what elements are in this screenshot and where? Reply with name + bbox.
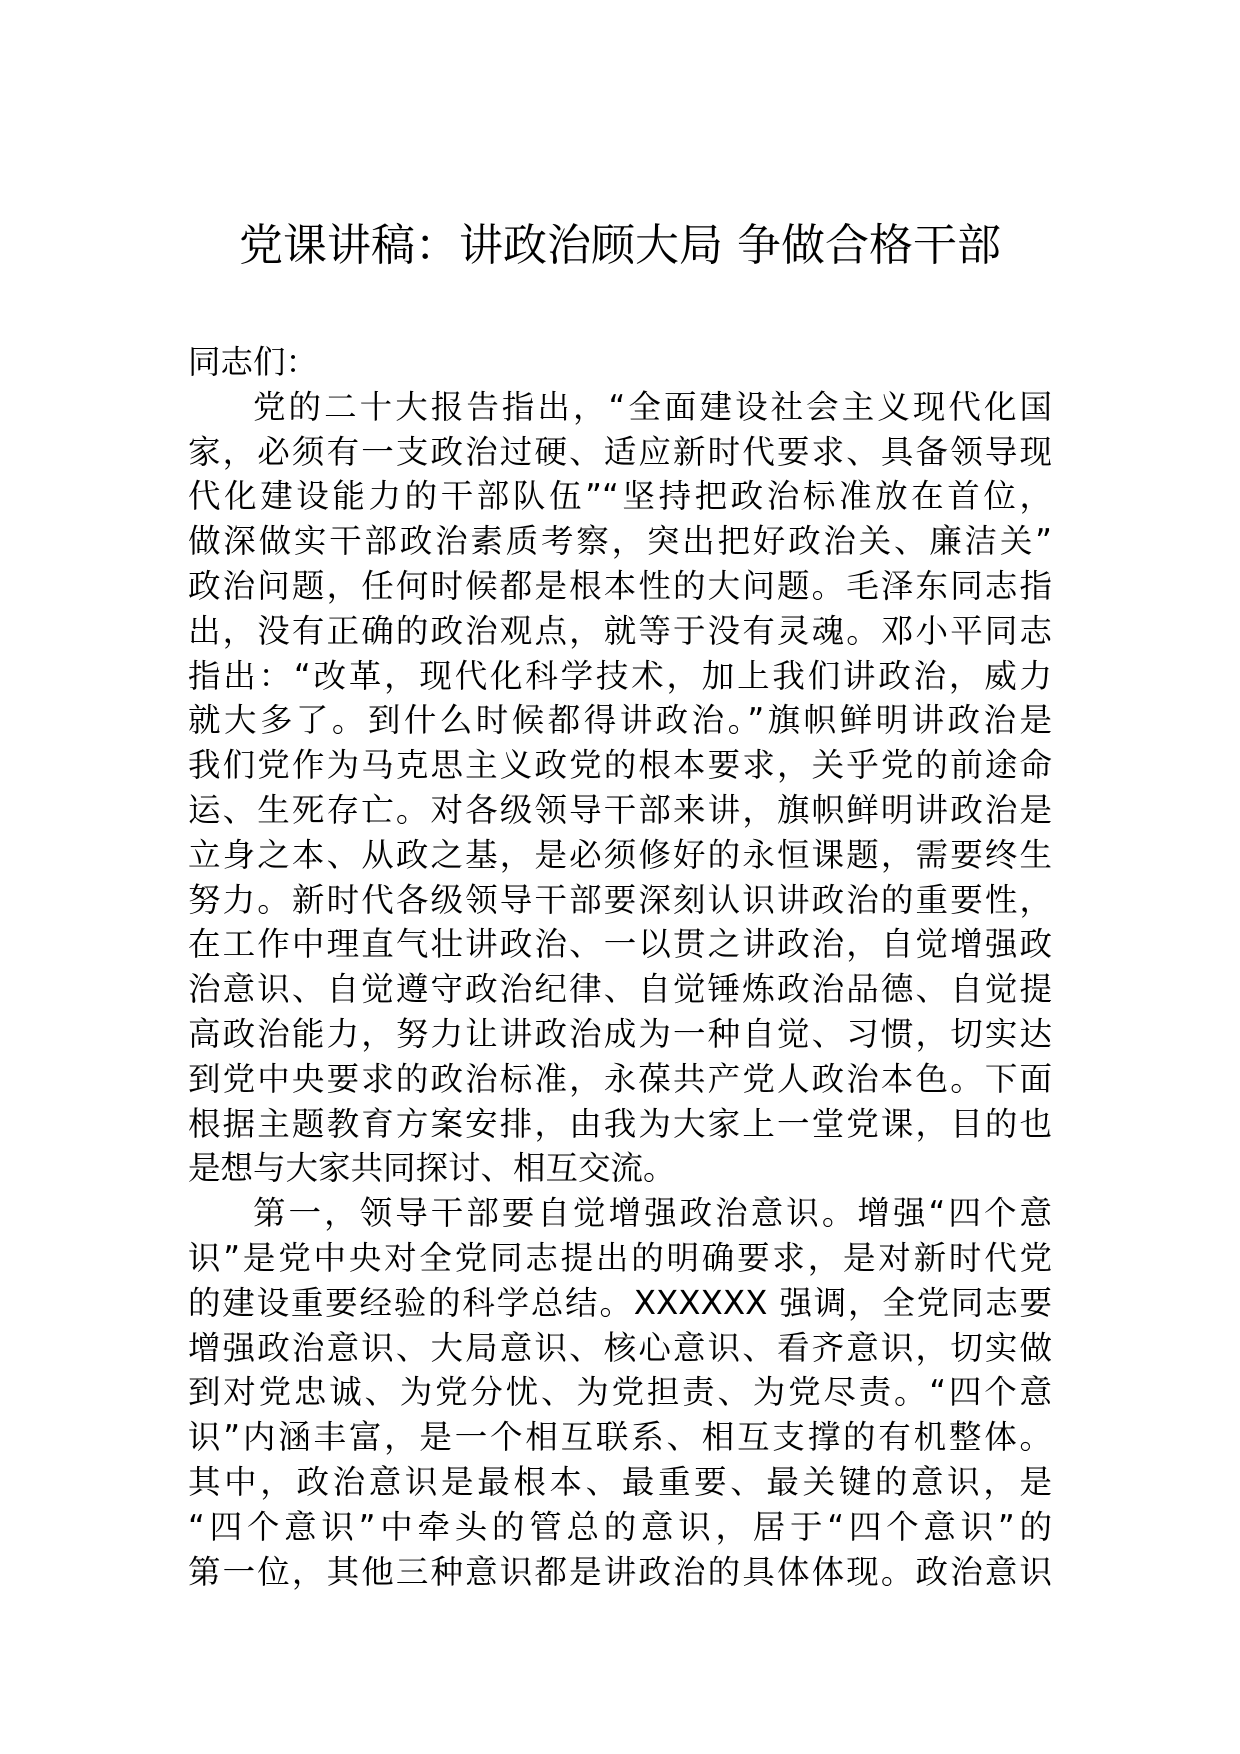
text-line: 识”是党中央对全党同志提出的明确要求，是对新时代党 <box>188 1238 1052 1277</box>
salutation: 同志们： <box>188 343 319 381</box>
text-line: 治意识、自觉遵守政治纪律、自觉锤炼政治品德、自觉提 <box>188 970 1052 1009</box>
body-lines <box>188 385 1052 1595</box>
text-line: 第一，领导干部要自觉增强政治意识。增强“四个意 <box>253 1194 1052 1233</box>
text-line: 的建设重要经验的科学总结。XXXXXX 强调，全党同志要 <box>188 1283 1052 1322</box>
text-line: 到对党忠诚、为党分忧、为党担责、为党尽责。“四个意 <box>188 1373 1052 1412</box>
text-line: 是想与大家共同探讨、相互交流。 <box>188 1149 676 1188</box>
text-line: 代化建设能力的干部队伍”“坚持把政治标准放在首位， <box>188 477 1052 516</box>
text-line: 立身之本、从政之基，是必须修好的永恒课题，需要终生 <box>188 835 1052 874</box>
text-line: 就大多了。到什么时候都得讲政治。”旗帜鲜明讲政治是 <box>188 701 1052 740</box>
text-line: 第一位，其他三种意识都是讲政治的具体体现。政治意识 <box>188 1552 1052 1591</box>
text-line: 其中，政治意识是最根本、最重要、最关键的意识，是 <box>188 1462 1052 1501</box>
text-line: 做深做实干部政治素质考察，突出把好政治关、廉洁关” <box>188 522 1052 561</box>
text-line: 根据主题教育方案安排，由我为大家上一堂党课，目的也 <box>188 1104 1052 1143</box>
text-line: 努力。新时代各级领导干部要深刻认识讲政治的重要性， <box>188 880 1052 919</box>
text-line: 出，没有正确的政治观点，就等于没有灵魂。邓小平同志 <box>188 611 1052 650</box>
text-line: 我们党作为马克思主义政党的根本要求，关乎党的前途命 <box>188 746 1052 785</box>
text-line: 到党中央要求的政治标准，永葆共产党人政治本色。下面 <box>188 1059 1052 1098</box>
text-line: 政治问题，任何时候都是根本性的大问题。毛泽东同志指 <box>188 566 1052 605</box>
text-line: 识”内涵丰富，是一个相互联系、相互支撑的有机整体。 <box>188 1418 1052 1457</box>
text-line: 增强政治意识、大局意识、核心意识、看齐意识，切实做 <box>188 1328 1052 1367</box>
document-title: 党课讲稿：讲政治顾大局 争做合格干部 <box>239 220 1001 271</box>
text-line: 指出：“改革，现代化科学技术，加上我们讲政治，威力 <box>188 656 1052 695</box>
document-body <box>188 340 1052 1594</box>
text-line: 运、生死存亡。对各级领导干部来讲，旗帜鲜明讲政治是 <box>188 790 1052 829</box>
text-line: 党的二十大报告指出，“全面建设社会主义现代化国 <box>253 387 1052 426</box>
text-line: 在工作中理直气壮讲政治、一以贯之讲政治，自觉增强政 <box>188 925 1052 964</box>
text-line: 高政治能力，努力让讲政治成为一种自觉、习惯，切实达 <box>188 1014 1052 1053</box>
text-line: 家，必须有一支政治过硬、适应新时代要求、具备领导现 <box>188 432 1052 471</box>
text-line: “四个意识”中牵头的管总的意识，居于“四个意识”的 <box>188 1507 1052 1546</box>
